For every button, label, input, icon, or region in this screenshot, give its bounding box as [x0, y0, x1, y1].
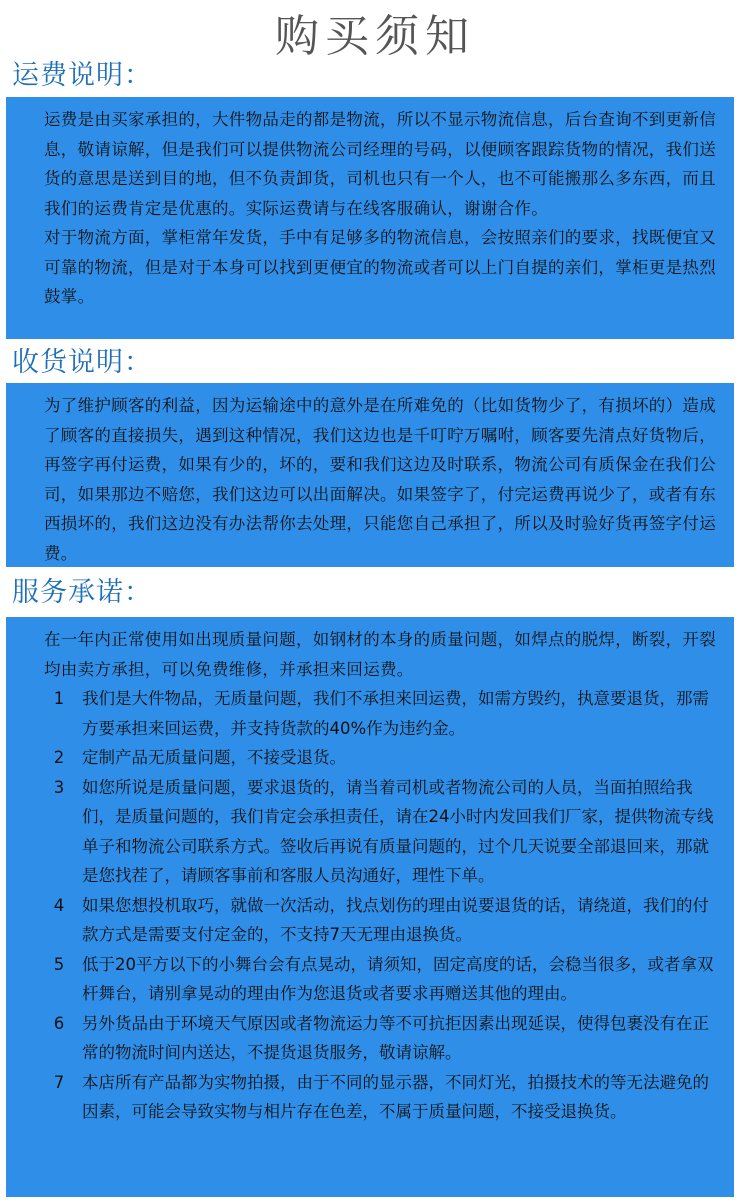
- shipping-heading: 运费说明：: [12, 60, 152, 91]
- receiving-paragraph: 为了维护顾客的利益，因为运输途中的意外是在所难免的（比如货物少了，有损坏的）造成了顾客的直接损失，遇到这种情况，我们这边也是千叮咛万嘱咐，顾客要先清点好货物后，再签字再付运费，如果有少的，坏的，要和我们这边及时联系，物流公司有质保金在我们公司，如果那边不赔您，我们这边可以出面解决。如果签字了，付完运费再说少了，或者有东西损坏的，我们这边没有办法帮你去处理，只能您自己承担了，所以及时验好货再签字付运费。: [44, 396, 716, 563]
- item-text: 如您所说是质量问题，要求退货的，请当着司机或者物流公司的人员，当面拍照给我们，是质量问题的，我们肯定会承担责任，请在24小时内发回我们厂家，提供物流专线单子和物流公司联系方式。签收后再说有质量问题的，过个几天说要全部退回来，那就是您找茬了，请顾客事前和客服人员沟通好，理性下单。: [82, 777, 714, 885]
- item-text: 另外货品由于环境天气原因或者物流运力等不可抗拒因素出现延误，使得包裹没有在正常的物流时间内送达，不提货退货服务，敬请谅解。: [82, 1013, 709, 1062]
- item-number: 6: [53, 1013, 65, 1033]
- item-text: 我们是大件物品，无质量问题，我们不承担来回运费，如需方毁约，执意要退货，那需方要承担来回运费，并支持货款的40%作为违约金。: [82, 689, 709, 738]
- shipping-paragraph-1: 运费是由买家承担的，大件物品走的都是物流，所以不显示物流信息，后台查询不到更新信息，敬请谅解，但是我们可以提供物流公司经理的号码，以便顾客跟踪货物的情况，我们送货的意思是送到目的地，但不负责卸货，司机也只有一个人，也不可能搬那么多东西，而且我们的运费肯定是优惠的。实际运费请与在线客服确认，谢谢合作。: [44, 110, 716, 218]
- shipping-box: [6, 97, 734, 339]
- item-text: 低于20平方以下的小舞台会有点晃动，请须知，固定高度的话，会稳当很多，或者拿双杆舞台，请别拿晃动的理由作为您退货或者要求再赠送其他的理由。: [82, 954, 714, 1003]
- item-text: 定制产品无质量问题，不接受退货。: [82, 748, 346, 767]
- item-number: 7: [53, 1072, 65, 1092]
- item-number: 4: [53, 895, 65, 915]
- service-box: [6, 617, 734, 1197]
- service-heading: 服务承诺：: [12, 577, 152, 608]
- service-item-1: [44, 684, 718, 743]
- service-item-5: [44, 950, 718, 1009]
- service-item-6: [44, 1009, 718, 1068]
- service-item-3: [44, 773, 718, 891]
- item-number: 1: [53, 689, 65, 708]
- item-number: 2: [53, 748, 65, 767]
- page-title: 购买须知: [275, 11, 475, 62]
- service-intro: 在一年内正常使用如出现质量问题，如钢材的本身的质量问题，如焊点的脱焊，断裂，开裂均由卖方承担，可以免费维修，并承担来回运费。: [44, 630, 716, 679]
- service-item-4: [44, 891, 718, 950]
- item-number: 3: [53, 777, 65, 797]
- service-item-7: [44, 1068, 718, 1127]
- item-text: 如果您想投机取巧，就做一次活动，找点划伤的理由说要退货的话，请绕道，我们的付款方式是需要支付定金的，不支持7天无理由退换货。: [82, 895, 709, 944]
- item-text: 本店所有产品都为实物拍摄，由于不同的显示器，不同灯光，拍摄技术的等无法避免的因素，可能会导致实物与相片存在色差，不属于质量问题，不接受退换货。: [82, 1072, 709, 1121]
- receiving-box: [6, 383, 734, 567]
- shipping-paragraph-2: 对于物流方面，掌柜常年发货，手中有足够多的物流信息，会按照亲们的要求，找既便宜又可靠的物流，但是对于本身可以找到更便宜的物流或者可以上门自提的亲们，掌柜更是热烈鼓掌。: [44, 228, 716, 306]
- service-item-2: [44, 743, 718, 773]
- item-number: 5: [53, 954, 65, 974]
- receiving-heading: 收货说明：: [12, 347, 152, 378]
